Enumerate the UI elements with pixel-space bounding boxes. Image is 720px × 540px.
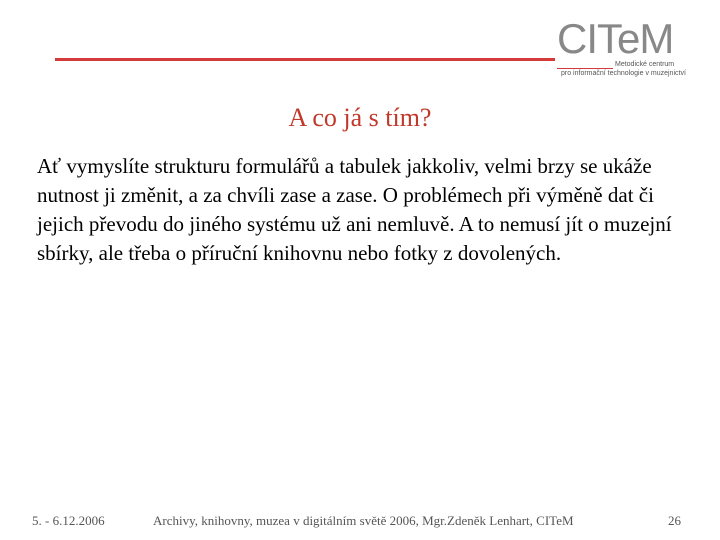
- footer-date: 5. - 6.12.2006: [32, 513, 105, 528]
- footer-event: Archivy, knihovny, muzea v digitálním světě 2006, Mgr.Zdeněk Lenhart, CITeM: [153, 513, 574, 528]
- slide-title-text: A co já s tím?: [288, 103, 432, 132]
- logo-tagline-2: pro informační technologie v muzejnictví: [561, 70, 686, 77]
- citem-logo: [557, 16, 697, 80]
- header-rule: [55, 58, 555, 61]
- footer-page-number: 26: [668, 513, 681, 528]
- logo-rule: [557, 68, 613, 69]
- logo-tagline-1: Metodické centrum: [615, 61, 675, 68]
- body-paragraph: Ať vymyslíte strukturu formulářů a tabulek jakkoliv, velmi brzy se ukáže nutnost ji změnit, a za chvíli zase a zase. O problémech při výměně dat či jejich převodu do jiného systému už ani nemluvě. A to nemusí jít o muzejní sbírky, ale třeba o příruční knihovnu nebo fotky z dovolených.: [37, 154, 672, 265]
- logo-wordmark: CITeM: [557, 15, 674, 62]
- slide-title: [0, 103, 720, 133]
